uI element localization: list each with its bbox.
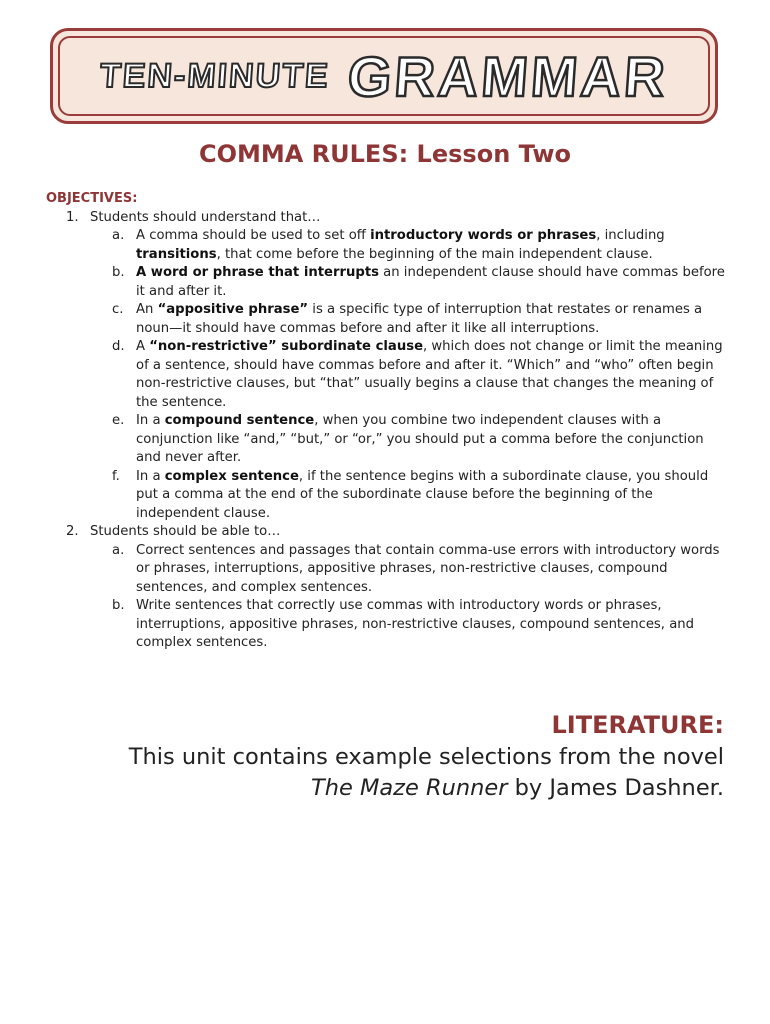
sub-text: an independent clause should have commas before it and after it. [136,265,725,299]
sub-letter: f. [112,468,120,484]
literature-author: by James Dashner. [507,775,724,801]
objective-text: Students should be able to… [90,524,281,539]
sub-text: Correct sentences and passages that contain comma-use errors with introductory words or phrases, interruptions, appositive phrases, non-restrictive clauses, compound sentences, and complex sentences. [136,542,720,595]
sub-item [46,227,726,264]
sub-letter: b. [112,598,125,613]
sub-bold-term: compound sentence [164,413,315,428]
sub-bold-term: introductory words or phrases [370,228,597,243]
banner-subtitle: TEN-MINUTE [99,56,332,95]
literature-line: This unit contains example selections from the novel [128,744,724,770]
banner-title: GRAMMAR [345,44,670,108]
sub-item [46,338,726,412]
objective-number: 2. [66,524,79,539]
sub-text: An [136,302,158,317]
sub-text: , that come before the beginning of the main independent clause. [216,246,653,262]
literature-section [84,708,724,804]
sub-bold-term: A word or phrase that interrupts [136,265,379,280]
sub-text: A comma should be used to set off [136,228,371,243]
sub-item [46,597,726,653]
literature-text [84,742,724,804]
sub-letter: d. [112,339,125,354]
sub-item [46,542,726,598]
sub-bold-term: “non-restrictive” subordinate clause [149,339,424,354]
sub-letter: a. [112,228,125,243]
sub-text: is a specific type of interruption that restates or renames a noun—it should have commas before and after it like all interruptions. [136,302,703,336]
objectives-heading: OBJECTIVES: [46,191,138,206]
sub-text: In a [136,413,165,428]
sub-text: , which does not change or limit the meaning of a sentence, should have commas before and after it. “Which” and “who” often begin non-restrictive clauses, but “that” usually begins a clause that changes the meaning of the sentence. [136,339,723,410]
sub-letter: a. [112,542,125,558]
sub-item [46,412,726,468]
objective-item [46,209,726,228]
sub-letter: c. [112,302,124,317]
sub-text: In a [136,468,165,484]
sub-text: , if the sentence begins with a subordinate clause, you should put a comma at the end of the subordinate clause before the beginning of the independent clause. [136,468,709,521]
lesson-title: COMMA RULES: Lesson Two [198,140,572,168]
sub-item [46,301,726,338]
sub-item [46,468,726,524]
literature-heading: LITERATURE: [551,711,724,739]
objective-number: 1. [66,209,79,225]
sub-text: , when you combine two independent clauses with a conjunction like “and,” “but,” or “or,” you should put a comma before the conjunction and never after. [136,413,704,465]
sub-bold-term: transitions [136,246,217,262]
objective-text: Students should understand that… [90,209,321,225]
title-banner [50,28,718,124]
sub-item [46,264,726,301]
novel-title: The Maze Runner [310,775,508,801]
sub-letter: e. [112,413,125,428]
objective-item [46,523,726,542]
sub-text: A [136,339,150,354]
banner-logo [53,31,715,121]
sub-text: Write sentences that correctly use commas with introductory words or phrases, interruptions, appositive phrases, non-restrictive clauses, compound sentences, and complex sentences. [136,598,695,650]
sub-text: , including [596,228,665,243]
sub-bold-term: complex sentence [164,468,299,484]
sub-letter: b. [112,265,125,280]
sub-bold-term: “appositive phrase” [157,302,309,317]
objectives-section [46,190,726,653]
